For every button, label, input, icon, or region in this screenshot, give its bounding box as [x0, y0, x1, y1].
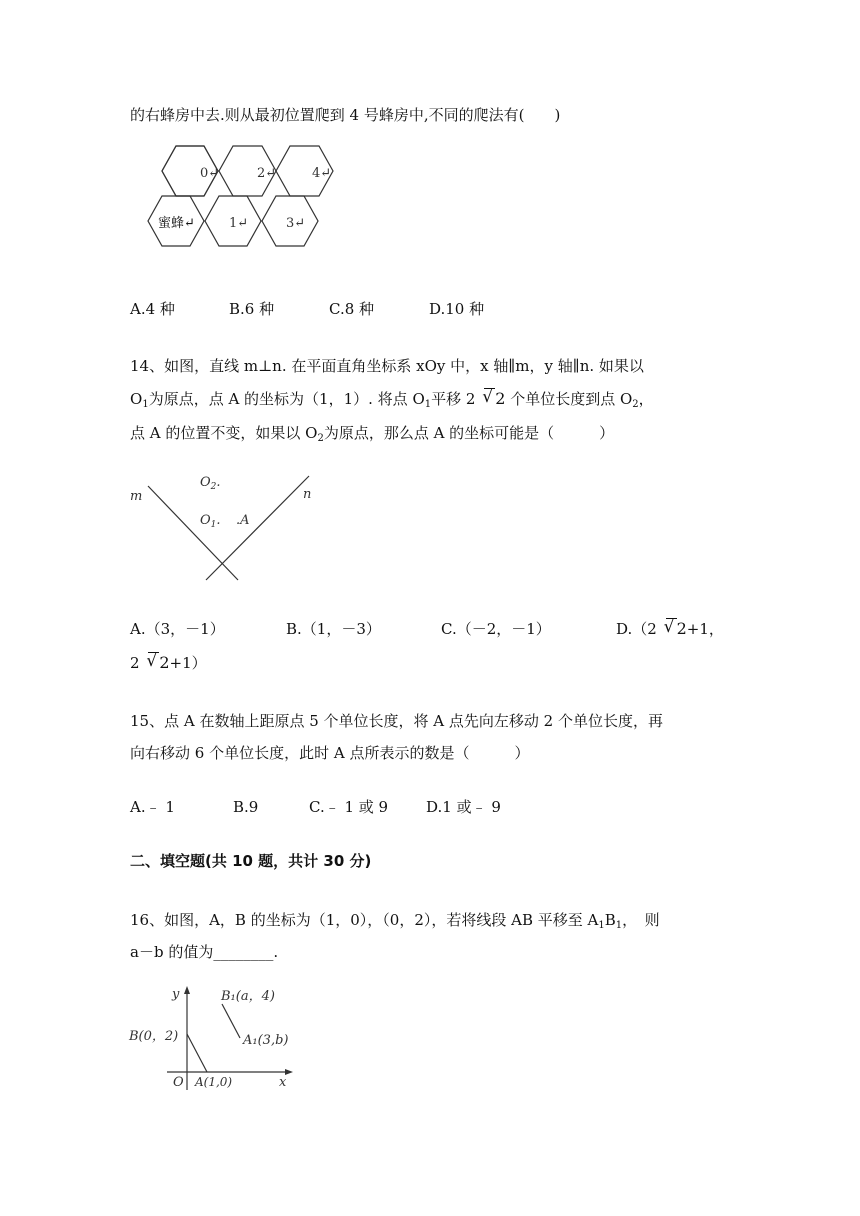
x-axis-label: x: [279, 1075, 287, 1090]
q14-option-d: D.（2 √ 2+1，: [616, 617, 724, 638]
q14-option-b: B.（1，－3）: [286, 620, 381, 638]
honeycomb-figure: [140, 138, 370, 268]
hex-4-label: 4↵: [312, 166, 332, 181]
perpendicular-lines-figure: [126, 468, 326, 588]
q14-line-3: 点 A 的位置不变，如果以 $O_2$为原点，那么点 A 的坐标可能是（ ）: [130, 424, 615, 444]
q15-option-b: B.9: [233, 798, 259, 816]
q14-option-a: A.（3，－1）: [130, 620, 225, 638]
q15-line-1: 15、点 A 在数轴上距原点 5 个单位长度，将 A 点先向左移动 2 个单位长度，再: [130, 712, 663, 730]
point-b-label: B(0，2): [129, 1029, 179, 1044]
q15-line-2: 向右移动 6 个单位长度，此时 A 点所表示的数是（ ）: [130, 744, 530, 762]
q15-option-a: A.﹣ 1: [130, 798, 175, 816]
q14-option-c: C.（－2，－1）: [441, 620, 551, 638]
sqrt-2: √ 2: [482, 387, 506, 408]
hex-1-label: 1↵: [229, 216, 249, 231]
y-axis-label: y: [172, 987, 180, 1002]
sqrt-2: √ 2: [146, 651, 170, 672]
point-a-label: A(1,0): [195, 1075, 233, 1089]
coordinate-figure: [125, 984, 325, 1094]
point-o1-label: $O_1$.: [200, 513, 221, 530]
hex-bee-label: 蜜蜂↵: [158, 216, 195, 231]
hex-0-label: 0↵: [200, 166, 220, 181]
q14-option-d-cont: 2 √ 2+1）: [130, 651, 207, 672]
q13-option-a: A.4 种: [130, 300, 175, 318]
q14-line-1: 14、如图，直线 m⊥n. 在平面直角坐标系 xOy 中，x 轴∥m，y 轴∥n. 如果以: [130, 357, 644, 375]
line-m-label: m: [130, 489, 143, 504]
q15-option-c: C.﹣ 1 或 9: [309, 798, 389, 816]
section-2-title: 二、填空题(共 10 题，共计 30 分): [130, 852, 372, 870]
hex-3-label: 3↵: [286, 216, 306, 231]
q13-option-d: D.10 种: [429, 300, 485, 318]
q15-option-d: D.1 或﹣ 9: [426, 798, 501, 816]
q16-line-1: 16、如图，A，B 的坐标为（1，0），（0，2），若将线段 AB 平移至 $A_1B_1$， 则: [130, 911, 660, 931]
q13-option-c: C.8 种: [329, 300, 375, 318]
q13-option-b: B.6 种: [229, 300, 275, 318]
origin-label: O: [173, 1075, 184, 1090]
q14-line-2: $O_1$为原点，点 A 的坐标为（1，1）. 将点 $O_1$平移 2 √ 2 个单位长度到点 $O_2$，: [130, 387, 654, 410]
point-a1-label: A₁(3,b): [243, 1033, 289, 1048]
point-b1-label: B₁(a，4): [221, 989, 275, 1004]
point-a-label: .A: [236, 513, 250, 528]
point-o2-label: $O_2$.: [200, 475, 221, 492]
q13-text: 的右蜂房中去.则从最初位置爬到 4 号蜂房中,不同的爬法有( ): [130, 106, 561, 124]
hex-2-label: 2↵: [257, 166, 277, 181]
sqrt-2: √ 2: [663, 617, 687, 638]
q16-line-2: a－b 的值为________.: [130, 943, 279, 961]
line-n-label: n: [303, 487, 312, 502]
